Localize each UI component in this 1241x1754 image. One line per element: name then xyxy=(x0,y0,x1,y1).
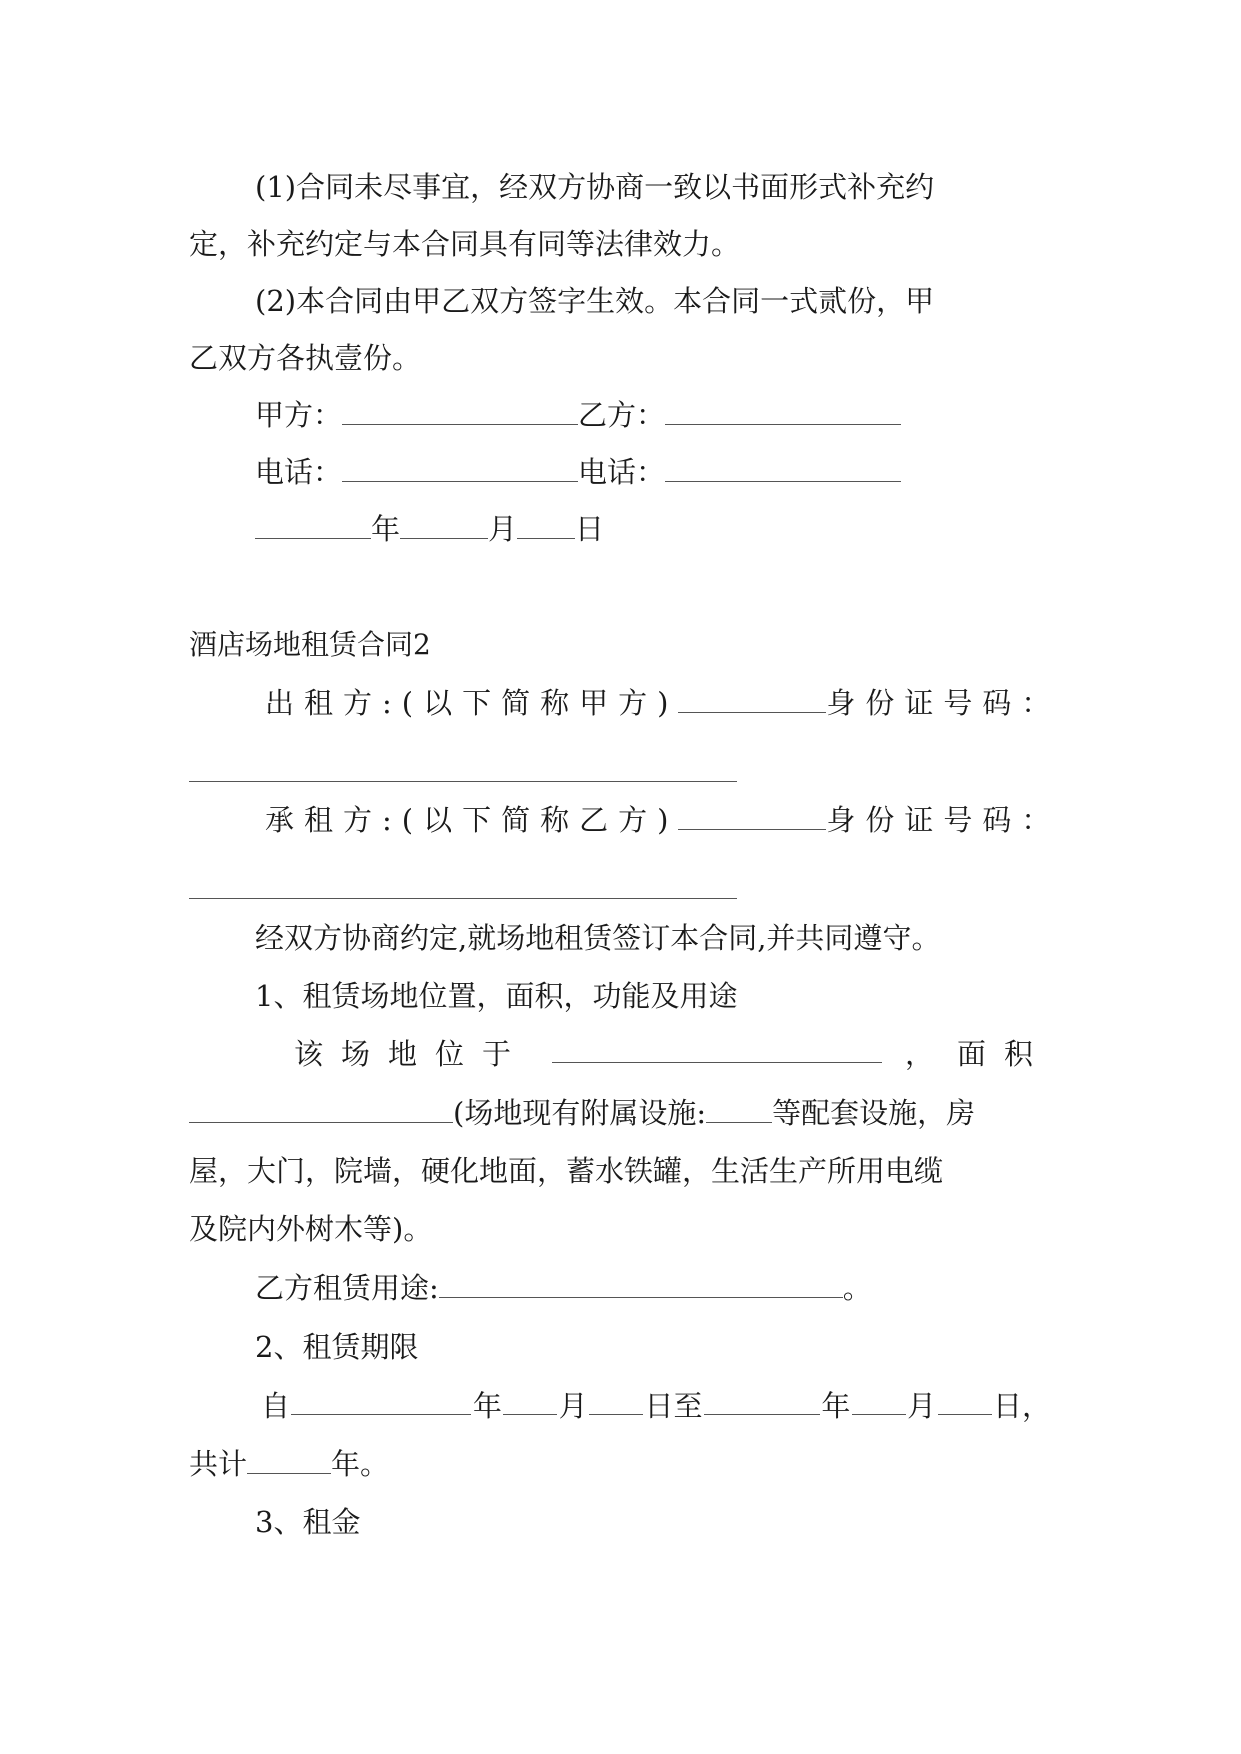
clause-1-line-1: (1)合同未尽事宜，经双方协商一致以书面形式补充约 xyxy=(255,170,935,204)
facilities-row-2: 屋，大门，院墙，硬化地面，蓄水铁罐，生活生产所用电缆 xyxy=(189,1154,944,1188)
facilities-row-3: 及院内外树木等)。 xyxy=(189,1212,433,1246)
item-2-heading: 2、租赁期限 xyxy=(255,1330,419,1364)
phone-row xyxy=(255,452,901,492)
term-row xyxy=(189,1386,1051,1426)
signature-row xyxy=(255,395,901,435)
phone-b-blank[interactable] xyxy=(665,453,901,482)
end-month-blank[interactable] xyxy=(852,1386,906,1415)
total-row xyxy=(189,1444,389,1484)
use-row xyxy=(255,1268,872,1308)
lessor-id-row xyxy=(189,752,737,792)
day-label: 日 xyxy=(575,512,605,546)
area-label: 面积 xyxy=(956,1037,1051,1071)
end-month-label: 月 xyxy=(907,1389,937,1423)
lessee-row xyxy=(265,800,1060,840)
lessee-label: 承租方:(以下简称乙方) xyxy=(265,803,679,837)
intro-paragraph: 经双方协商约定,就场地租赁签订本合同,并共同遵守。 xyxy=(255,921,941,955)
lessee-id-row xyxy=(189,869,737,909)
start-month-label: 月 xyxy=(558,1389,588,1423)
party-b-blank[interactable] xyxy=(665,396,901,425)
facilities-label: (场地现有附属设施: xyxy=(453,1096,707,1130)
year-blank[interactable] xyxy=(255,510,371,539)
lessee-id-label: 身份证号码： xyxy=(826,803,1061,837)
end-year-label: 年 xyxy=(821,1389,851,1423)
use-blank[interactable] xyxy=(439,1269,843,1298)
use-end: 。 xyxy=(842,1271,872,1305)
total-label: 共计 xyxy=(189,1447,248,1481)
end-year-blank[interactable] xyxy=(704,1386,820,1415)
party-a-blank[interactable] xyxy=(342,396,578,425)
from-label: 自 xyxy=(261,1389,291,1423)
facilities-end: 等配套设施，房 xyxy=(772,1096,976,1130)
clause-2-line-1: (2)本合同由甲乙双方签字生效。本合同一式贰份，甲 xyxy=(255,284,935,318)
date-row xyxy=(255,509,604,549)
location-blank[interactable] xyxy=(552,1034,882,1063)
month-blank[interactable] xyxy=(400,510,488,539)
lessor-name-blank[interactable] xyxy=(678,684,826,713)
party-a-label: 甲方： xyxy=(255,398,343,432)
lessor-id-label: 身份证号码： xyxy=(826,686,1061,720)
item-3-heading: 3、租金 xyxy=(255,1505,361,1539)
section-title: 酒店场地租赁合同2 xyxy=(189,628,431,661)
total-years-blank[interactable] xyxy=(247,1445,331,1474)
day-blank[interactable] xyxy=(517,510,575,539)
end-day-blank[interactable] xyxy=(938,1386,992,1415)
facilities-row-1 xyxy=(189,1093,975,1133)
start-month-blank[interactable] xyxy=(503,1386,557,1415)
phone-a-label: 电话： xyxy=(255,455,343,489)
lessor-label: 出租方:(以下简称甲方) xyxy=(265,686,679,720)
lessee-name-blank[interactable] xyxy=(678,801,826,830)
start-day-blank[interactable] xyxy=(589,1386,643,1415)
month-label: 月 xyxy=(488,512,518,546)
area-blank[interactable] xyxy=(189,1094,453,1123)
start-day-label: 日至 xyxy=(644,1389,703,1423)
location-comma: ， xyxy=(904,1037,934,1071)
clause-2-line-2: 乙双方各执壹份。 xyxy=(189,341,422,375)
total-end: 年。 xyxy=(331,1447,390,1481)
party-b-label: 乙方： xyxy=(578,398,666,432)
item-1-heading: 1、租赁场地位置，面积，功能及用途 xyxy=(255,979,738,1013)
start-year-blank[interactable] xyxy=(291,1386,471,1415)
lessor-row xyxy=(265,683,1060,723)
lessee-id-blank[interactable] xyxy=(189,870,737,899)
lessor-id-blank[interactable] xyxy=(189,753,737,782)
use-label: 乙方租赁用途: xyxy=(255,1271,439,1305)
location-row xyxy=(189,1034,1051,1074)
start-year-label: 年 xyxy=(472,1389,502,1423)
end-day-label: 日， xyxy=(992,1389,1051,1423)
phone-a-blank[interactable] xyxy=(342,453,578,482)
phone-b-label: 电话： xyxy=(578,455,666,489)
facilities-blank[interactable] xyxy=(706,1094,772,1123)
year-label: 年 xyxy=(371,512,401,546)
location-label: 该场地位于 xyxy=(294,1037,530,1071)
clause-1-line-2: 定，补充约定与本合同具有同等法律效力。 xyxy=(189,227,741,261)
